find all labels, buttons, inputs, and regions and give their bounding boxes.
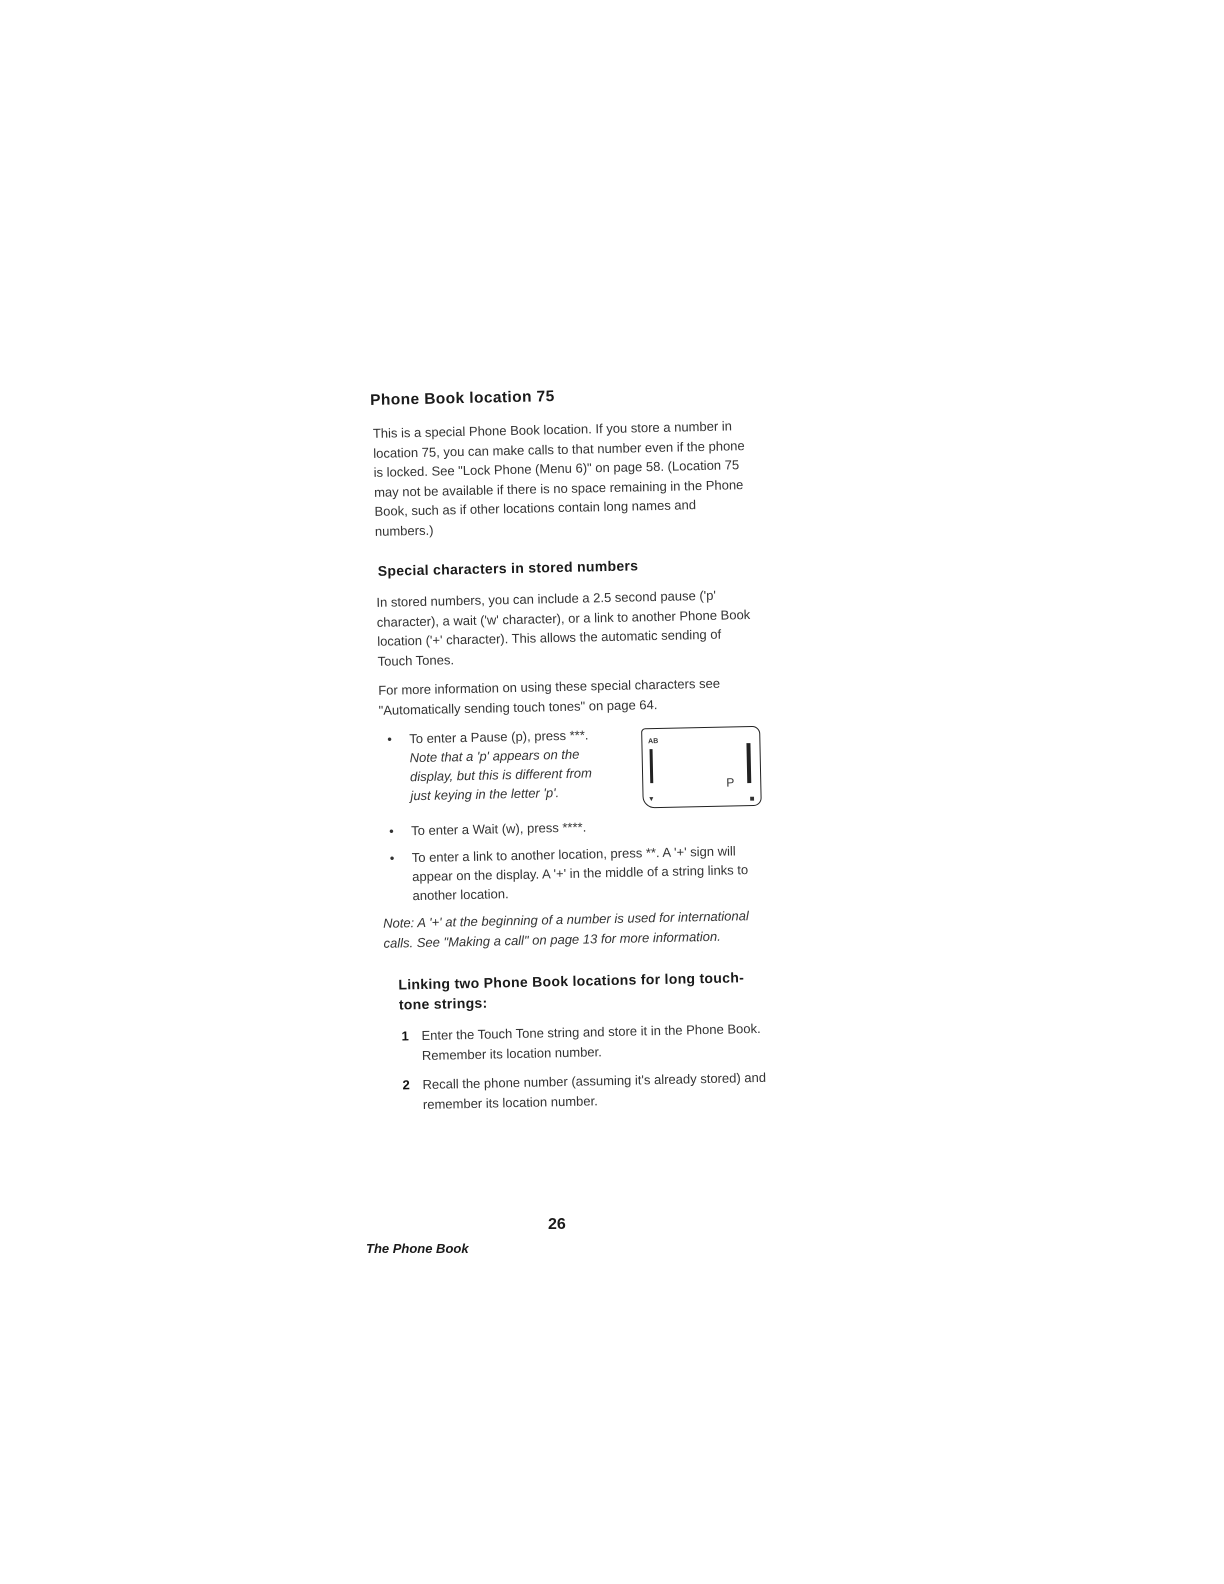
linking-steps-list [401, 1019, 768, 1115]
step-text: Recall the phone number (assuming it's already stored) and remember its location number. [422, 1069, 767, 1112]
step-item [402, 1068, 768, 1115]
step-number: 2 [402, 1077, 410, 1093]
wait-instruction: To enter a Wait (w), press ****. [411, 819, 587, 839]
display-pause-char: P [726, 775, 735, 790]
section-heading-location-75: Phone Book location 75 [369, 388, 555, 409]
section-heading-special-characters: Special characters in stored numbers [377, 557, 639, 579]
chapter-title: The Phone Book [366, 1241, 469, 1256]
special-characters-list [375, 722, 764, 906]
page-number: 26 [548, 1216, 566, 1233]
signal-marker-icon: ▾ [649, 794, 654, 804]
bullet-icon: • [387, 731, 392, 747]
phone-display-illustration [641, 726, 762, 808]
step-item [401, 1019, 767, 1066]
special-characters-paragraph: In stored numbers, you can include a 2.5 second pause ('p' character), a wait ('w' character), or a link to another Phone Book location ('+' character). This allows the automatic sending of Touch Tones. [376, 587, 751, 669]
battery-marker-icon: ■ [749, 793, 755, 804]
bullet-icon: • [389, 850, 395, 866]
pause-note: Note that a 'p' appears on the display, but this is different from just keying in the letter 'p'. [409, 746, 593, 804]
step-number: 1 [401, 1028, 409, 1044]
step-text: Enter the Touch Tone string and store it in the Phone Book. Remember its location number. [421, 1020, 761, 1063]
international-calls-note: Note: A '+' at the beginning of a number is used for international calls. See "Making a call" on page 13 for more information. [382, 908, 749, 951]
list-item-link [388, 841, 764, 906]
list-item-wait [387, 814, 762, 841]
manual-page-content [368, 384, 768, 1125]
location-75-paragraph: This is a special Phone Book location. If you store a number in location 75, you can make calls to that number even if the phone is locked. See "Lock Phone (Menu 6)" on page 58. (Location 75 may not be available if there is no space remaining in the Phone Book, such as if other locations contain long names and numbers.) [372, 418, 745, 539]
section-heading-linking: Linking two Phone Book locations for long touch-tone strings: [398, 969, 745, 1013]
display-indicator: AB [648, 737, 659, 746]
signal-bar-icon [649, 749, 653, 783]
battery-bar-icon [746, 743, 751, 783]
more-information-paragraph: For more information on using these special characters see "Automatically sending touch tones" on page 64. [378, 675, 721, 718]
pause-instruction: To enter a Pause (p), press ***. [409, 727, 589, 747]
bullet-icon: • [389, 823, 394, 839]
list-item-pause [385, 722, 762, 814]
link-instruction: To enter a link to another location, press **. A '+' sign will appear on the display. A '+' in the middle of a string links to another location. [411, 843, 749, 904]
